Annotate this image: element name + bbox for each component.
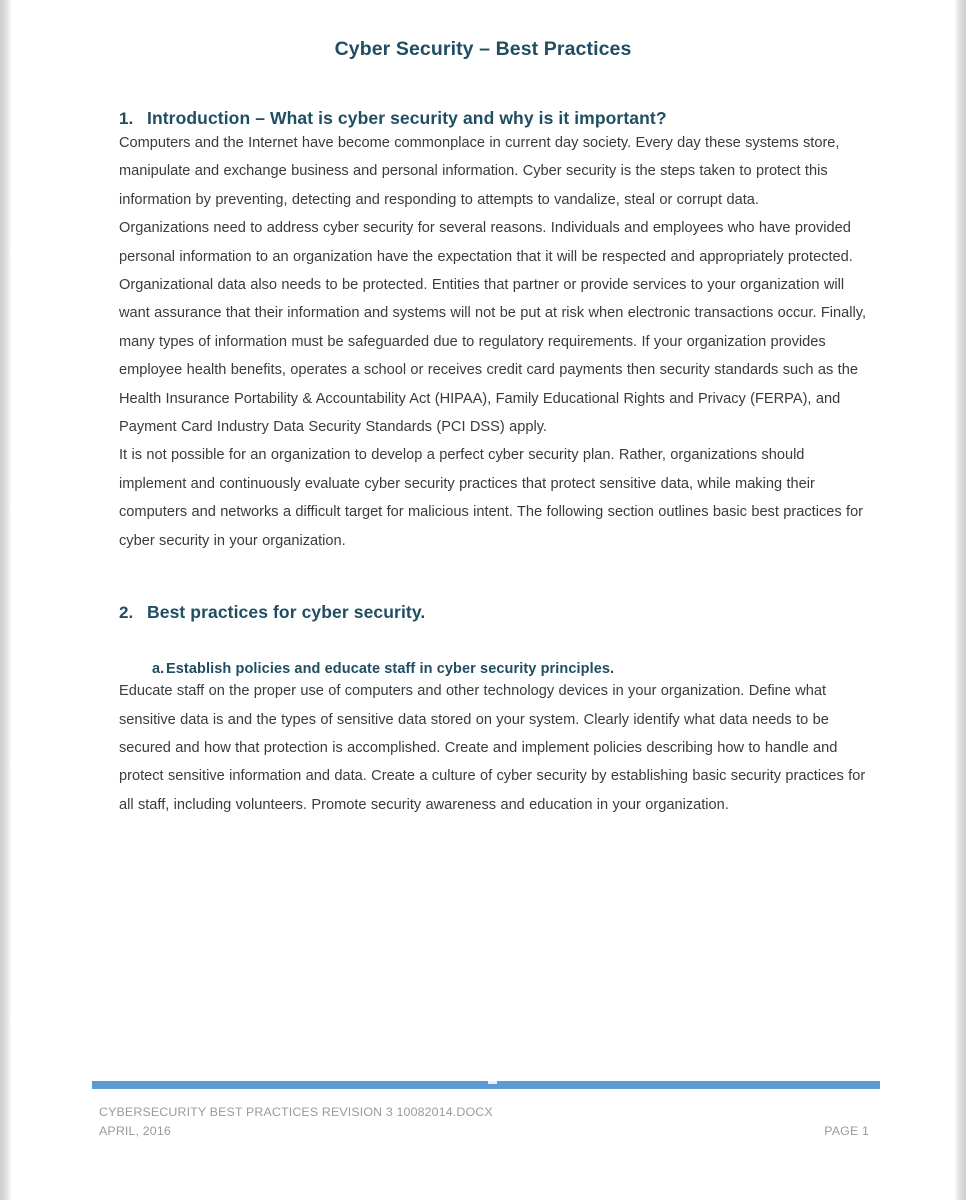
page-content bbox=[11, 0, 955, 819]
heading-section-1-number: 1. bbox=[119, 109, 134, 128]
heading-section-2a bbox=[152, 661, 871, 677]
page-footer bbox=[11, 1081, 955, 1200]
heading-section-2-text: Best practices for cyber security. bbox=[147, 602, 426, 623]
page-title: Cyber Security – Best Practices bbox=[334, 38, 632, 60]
footer-divider-rule bbox=[92, 1081, 880, 1089]
footer-filename: CYBERSECURITY BEST PRACTICES REVISION 3 10082014.DOCX bbox=[99, 1105, 493, 1119]
footer-rule-notch bbox=[488, 1081, 497, 1084]
footer-document-info bbox=[99, 1103, 493, 1141]
paragraph-1-2: Organizations need to address cyber security for several reasons. Individuals and employees who have provided personal information to an organization have the expectation that it will be respected and appropriately protected. Organizational data also needs to be protected. Entities that partner or provide services to your organization will want assurance that their information and systems will not be put at risk when electronic transactions occur. Finally, many types of information must be safeguarded due to regulatory requirements. If your organization provides employee health benefits, operates a school or receives credit card payments then security standards such as the Health Insurance Portability & Accountability Act (HIPAA), Family Educational Rights and Privacy (FERPA), and Payment Card Industry Data Security Standards (PCI DSS) apply. bbox=[119, 220, 867, 436]
footer-date: APRIL, 2016 bbox=[99, 1124, 171, 1138]
heading-section-2a-text: Establish policies and educate staff in cyber security principles. bbox=[166, 661, 615, 678]
heading-section-2 bbox=[119, 602, 871, 623]
footer-content bbox=[11, 1103, 955, 1141]
paragraph-2a-1: Educate staff on the proper use of computers and other technology devices in your organization. Define what sensitive data is and the types of sensitive data stored on your system. Clearly identify what data needs to be secured and how that protection is accomplished. Create and implement policies describing how to handle and protect sensitive information and data. Create a culture of cyber security by establishing basic security practices for all staff, including volunteers. Promote security awareness and education in your organization. bbox=[119, 683, 866, 813]
heading-section-2-number: 2. bbox=[119, 603, 134, 623]
paragraph-1-3: It is not possible for an organization to develop a perfect cyber security plan. Rather, organizations should implement and continuously evaluate cyber security practices that protect sensitive data, while making their computers and networks a difficult target for malicious intent. The following section outlines basic best practices for cyber security in your organization. bbox=[119, 447, 864, 549]
heading-section-1 bbox=[119, 108, 871, 129]
document-page bbox=[11, 0, 955, 1200]
paragraph-1-1: Computers and the Internet have become commonplace in current day society. Every day these systems store, manipulate and exchange business and personal information. Cyber security is the steps taken to protect this information by preventing, detecting and responding to attempts to vandalize, steal or corrupt data. bbox=[119, 135, 840, 208]
heading-section-1-text: Introduction – What is cyber security and why is it important? bbox=[147, 108, 667, 128]
heading-section-2a-marker: a. bbox=[152, 661, 165, 678]
footer-page-number: PAGE 1 bbox=[824, 1124, 869, 1138]
